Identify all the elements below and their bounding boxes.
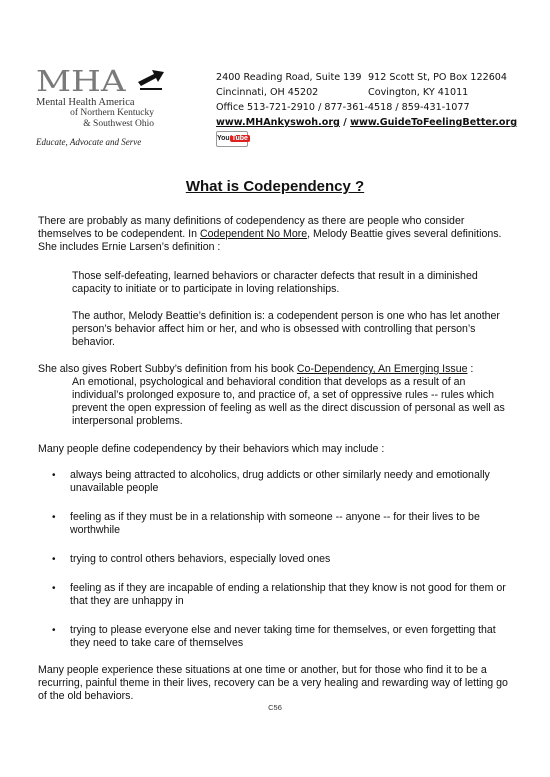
list-item-text: feeling as if they must be in a relationship with someone -- anyone -- for their lives to be worthwhile bbox=[70, 511, 480, 536]
website-row bbox=[216, 115, 517, 130]
list-item bbox=[38, 469, 508, 495]
address-row bbox=[216, 70, 517, 85]
larsen-definition: Those self-defeating, learned behaviors or character defects that result in a diminished capacity to initiate or to participate in loving relationships. bbox=[72, 270, 478, 295]
list-item-text: feeling as if they are incapable of ending a relationship that they know is not good for them or that they are unhappy in bbox=[70, 582, 506, 607]
address-right: 912 Scott St, PO Box 122604 bbox=[368, 72, 508, 83]
list-item bbox=[38, 553, 508, 566]
city-row bbox=[216, 85, 517, 100]
subby-intro bbox=[38, 363, 508, 376]
bullet-icon: • bbox=[52, 512, 56, 523]
list-item bbox=[38, 624, 508, 650]
bullet-icon: • bbox=[52, 470, 56, 481]
subby-text-2: : bbox=[467, 363, 474, 375]
document-body bbox=[38, 215, 508, 703]
subby-text-1: She also gives Robert Subby’s definition from his book bbox=[38, 363, 297, 375]
list-item-text: trying to control others behaviors, especially loved ones bbox=[70, 553, 331, 565]
website-link-guide[interactable]: www.GuideToFeelingBetter.org bbox=[350, 117, 518, 128]
intro-paragraph bbox=[38, 215, 508, 254]
closing-paragraph: Many people experience these situations at one time or another, but for those who find it to be a recurring, painful theme in their lives, recovery can be a very healing and rewarding way of letting go of the old behaviors. bbox=[38, 664, 508, 702]
intro-text-1: There are probably as many definitions of codependency as there are people who consider themselves to be codependent. In bbox=[38, 215, 465, 240]
contact-block bbox=[216, 70, 517, 147]
youtube-tube-text: Tube bbox=[231, 135, 248, 142]
logo-region-2: & Southwest Ohio bbox=[83, 119, 154, 129]
address-left: 2400 Reading Road, Suite 139 bbox=[216, 72, 362, 83]
page-title: What is Codependency ? bbox=[185, 178, 365, 195]
list-item-text: trying to please everyone else and never taking time for themselves, or even forgetting that they need to take care of themselves bbox=[70, 624, 496, 649]
logo-mark bbox=[36, 64, 166, 98]
mha-logo bbox=[36, 64, 166, 147]
book-title-codependent-no-more: Codependent No More bbox=[199, 228, 308, 240]
bullet-icon: • bbox=[52, 583, 56, 594]
youtube-you-text: You bbox=[217, 135, 230, 142]
city-left: Cincinnati, OH 45202 bbox=[216, 87, 319, 98]
arrow-logo-icon bbox=[138, 68, 164, 94]
page-number: C56 bbox=[268, 703, 282, 712]
youtube-icon[interactable] bbox=[216, 131, 248, 147]
behaviors-list bbox=[38, 469, 508, 650]
list-item bbox=[38, 582, 508, 608]
behaviors-intro: Many people define codependency by their behaviors which may include : bbox=[38, 443, 385, 455]
subby-definition: An emotional, psychological and behavioral condition that develops as a result of an individual’s prolonged exposure to, and practice of, a set of oppressive rules -- rules which prevent the open expression of feeling as well as the direct discussion of personal as well as interpersonal problems. bbox=[72, 376, 505, 427]
city-right: Covington, KY 41011 bbox=[368, 87, 469, 98]
website-link-mhankyswoh[interactable]: www.MHAnkyswoh.org bbox=[216, 117, 340, 128]
beattie-definition: The author, Melody Beattie’s definition is: a codependent person is one who has let another person’s behavior affect him or her, and who is obsessed with controlling that person’s behavior. bbox=[72, 310, 500, 348]
website-separator: / bbox=[339, 117, 351, 128]
book-title-co-dependency: Co-Dependency, An Emerging Issue bbox=[296, 363, 468, 375]
logo-letters: MHA bbox=[36, 64, 126, 98]
intro-text-2: , Melody Beattie gives several definitions. She includes Ernie Larsen’s definition : bbox=[38, 228, 502, 253]
bullet-icon: • bbox=[52, 625, 56, 636]
list-item bbox=[38, 511, 508, 537]
logo-region-1: of Northern Kentucky bbox=[70, 108, 154, 118]
list-item-text: always being attracted to alcoholics, drug addicts or other similarly needy and emotionally unavailable people bbox=[70, 469, 490, 494]
phone-numbers: Office 513-721-2910 / 877-361-4518 / 859-431-1077 bbox=[216, 102, 470, 113]
bullet-icon: • bbox=[52, 554, 56, 565]
logo-name: Mental Health America bbox=[36, 97, 135, 108]
logo-tagline: Educate, Advocate and Serve bbox=[36, 137, 142, 147]
